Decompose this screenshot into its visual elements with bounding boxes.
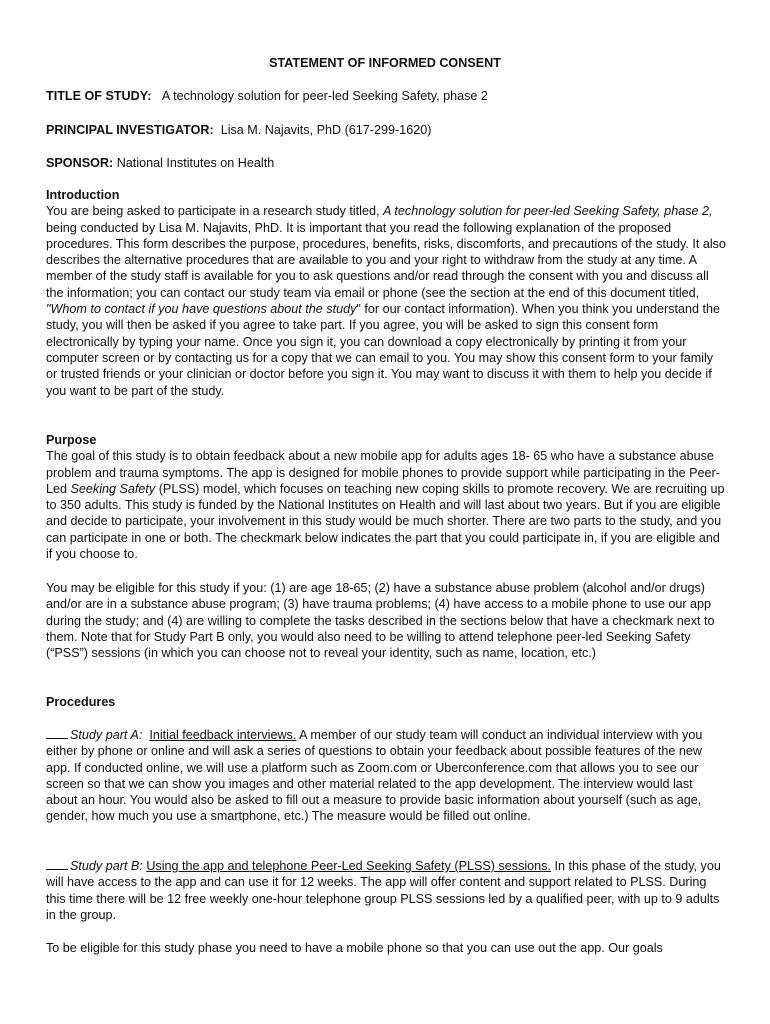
- document-title: STATEMENT OF INFORMED CONSENT: [269, 56, 501, 70]
- intro-contact-ref: "Whom to contact if you have questions about the study: [46, 302, 357, 317]
- part-b-checkbox-blank[interactable]: [46, 858, 68, 870]
- purpose-heading: Purpose: [46, 433, 97, 447]
- introduction-heading: Introduction: [46, 188, 120, 202]
- part-a-text: A member of our study team will conduct an individual interview with you either by phone or online and will ask a series of questions to obtain your feedback about possible features of the new app. If conducted online, we will use a platform such as Zoom.com or Uberconference.com that allows you to see our screen so that we can show you images and other material related to the app development. The interview would last about an hour. You would also be asked to fill out a measure to provide basic information about yourself (such as age, gender, how much you use a smartphone, etc.) The measure would be filled out online.: [46, 728, 703, 824]
- part-b-text: In this phase of the study, you will have access to the app and can use it for 12 weeks. The app will offer content and support related to PLSS. During this time there will be 12 free weekly one-hour telephone group PLSS sessions led by a qualified peer, with up to 9 adults in the group.: [46, 859, 721, 922]
- part-b-title: Using the app and telephone Peer-Led Seeking Safety (PLSS) sessions.: [146, 859, 551, 873]
- pi-label: PRINCIPAL INVESTIGATOR:: [46, 123, 214, 137]
- study-part-a: [46, 727, 726, 825]
- title-of-study-label: TITLE OF STUDY:: [46, 89, 152, 103]
- intro-text-3: " for our contact information). When you think you understand the study, you will then be asked if you agree to take part. If you agree, you will be asked to sign this consent form electronically by typing your name. Once you sign it, you can download a copy electronically by printing it from your computer screen or by contacting us for a copy that we can email to you. You may show this consent form to your family or trusted friends or your clinician or doctor before you sign it. You may want to discuss it with them to help you decide if you want to be part of the study.: [46, 302, 720, 398]
- purpose-text-2: (PLSS) model, which focuses on teaching new coping skills to promote recovery. We are recruiting up to 350 adults. This study is funded by the National Institutes on Health and will last about two years. But if you are eligible and decide to participate, your involvement in this study would be much shorter. There are two parts to the study, and you can participate in one or both. The checkmark below indicates the part that you could participate in, if you are eligible and if you choose to.: [46, 481, 725, 562]
- part-a-title: Initial feedback interviews.: [149, 728, 297, 742]
- title-of-study-line: [46, 88, 736, 104]
- introduction-paragraph: [46, 203, 726, 399]
- intro-text-2: being conducted by Lisa M. Najavits, PhD. It is important that you read the following explanation of the proposed procedures. This form describes the purpose, procedures, benefits, risks, discomforts, and precautions of the study. It also describes the alternative procedures that are available to you and your right to withdraw from the study at any time. A member of the study staff is available for you to ask questions and/or read through the consent with you and discuss all the information; you can contact our study team via email or phone (see the section at the end of this document titled,: [46, 220, 726, 300]
- intro-text-1: You are being asked to participate in a research study titled,: [46, 204, 383, 219]
- title-of-study-value: A technology solution for peer-led Seeking Safety, phase 2: [161, 89, 488, 103]
- purpose-paragraph: [46, 448, 726, 562]
- sponsor-line: [46, 155, 736, 171]
- study-part-b: [46, 858, 726, 923]
- part-a-label: Study part A:: [70, 728, 143, 742]
- procedures-heading: Procedures: [46, 695, 116, 709]
- purpose-seeking-safety: Seeking Safety: [70, 481, 156, 496]
- sponsor-value: National Institutes on Health: [116, 156, 275, 170]
- procedures-eligibility-tail: To be eligible for this study phase you need to have a mobile phone so that you can use out the app. Our goals: [46, 941, 663, 955]
- purpose-section: [46, 432, 726, 562]
- sponsor-label: SPONSOR:: [46, 156, 114, 170]
- part-a-checkbox-blank[interactable]: [46, 727, 68, 739]
- part-b-label: Study part B:: [70, 859, 143, 873]
- eligibility-paragraph: You may be eligible for this study if you: (1) are age 18-65; (2) have a substance abuse problem (alcohol and/or drugs) and/or are in a substance abuse program; (3) have trauma problems; (4) have access to a mobile phone to use our app during the study; and (4) are willing to complete the tasks described in the sections below that have a checkmark next to them. Note that for Study Part B only, you would also need to be willing to attend telephone peer-led Seeking Safety (“PSS”) sessions (in which you can choose not to reveal your identity, such as name, location, etc.): [46, 581, 715, 661]
- procedures-section: [46, 694, 726, 710]
- purpose-text-1: The goal of this study is to obtain feedback about a new mobile app for adults ages 18- 65 who have a substance abuse problem and trauma symptoms. The app is designed for mobile phones to provide support while participating in the Peer-Led: [46, 449, 720, 496]
- pi-value: Lisa M. Najavits, PhD (617-299-1620): [220, 123, 432, 137]
- principal-investigator-line: [46, 122, 736, 138]
- intro-study-title: A technology solution for peer-led Seeking Safety, phase 2,: [382, 204, 713, 219]
- introduction-section: [46, 187, 726, 399]
